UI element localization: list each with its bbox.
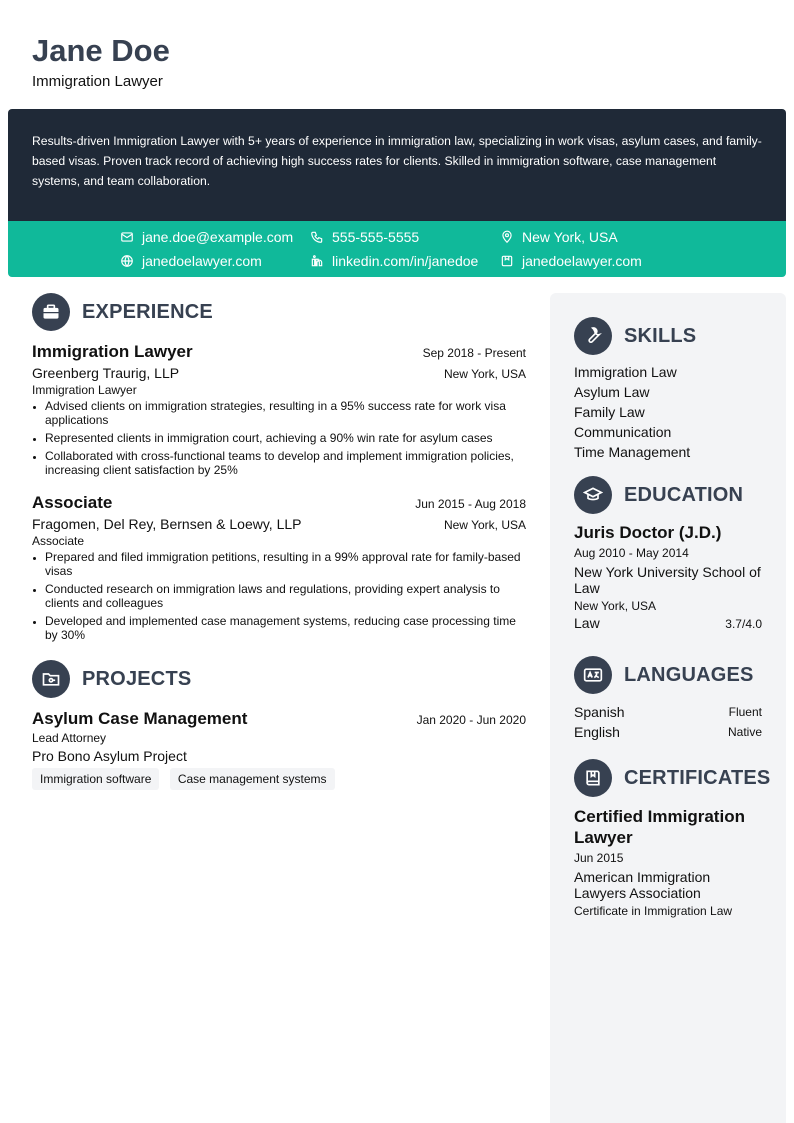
project-role: Lead Attorney: [32, 731, 107, 745]
bullet-item: • Prepared and filed immigration petitions, resulting in a 99% approval rate for family-based visas: [45, 550, 526, 578]
mail-icon: [120, 230, 134, 244]
job-role: Immigration Lawyer: [32, 383, 137, 397]
contact-portfolio[interactable]: [500, 253, 642, 269]
website-text: janedoelawyer.com: [142, 253, 262, 269]
briefcase-icon: [32, 293, 70, 331]
linkedin-text: linkedin.com/in/janedoe: [332, 253, 479, 269]
bullet-item: • Developed and implemented case management systems, reducing case processing time by 30%: [45, 614, 526, 642]
skills-section-header: [574, 317, 762, 355]
languages-heading: LANGUAGES: [624, 663, 754, 686]
projects-heading: PROJECTS: [82, 667, 192, 690]
phone-text: 555-555-5555: [332, 229, 420, 245]
summary-text: Results-driven Immigration Lawyer with 5+ years of experience in immigration law, specializing in work visas, asylum cases, and family-based visas. Proven track record of achieving high success rates for clients. Skilled in immigration software, case management systems, and team collaboration.: [32, 134, 762, 188]
tag-chip: Immigration software: [32, 768, 159, 790]
skill-item: Family Law: [574, 404, 645, 420]
projects-section-header: [32, 660, 526, 698]
contact-website[interactable]: [120, 253, 262, 269]
job-dates: Sep 2018 - Present: [422, 346, 526, 360]
language-level: Native: [727, 725, 762, 739]
field-of-study: Law: [574, 615, 600, 631]
contact-bar: [8, 221, 786, 277]
project-tags: [32, 768, 526, 790]
certificate-name: Certified Immigration Lawyer: [574, 807, 745, 847]
globe-icon: [120, 254, 134, 268]
contact-linkedin[interactable]: [310, 253, 478, 269]
skill-item: Communication: [574, 424, 672, 440]
contact-email[interactable]: [120, 229, 293, 245]
job-bullets: [32, 399, 526, 477]
job-location: New York, USA: [443, 518, 526, 532]
certificates-section: [574, 759, 771, 918]
experience-section-header: [32, 293, 526, 331]
portfolio-text: janedoelawyer.com: [522, 253, 642, 269]
gpa: 3.7/4.0: [725, 617, 762, 631]
school-name: New York University School of Law: [574, 564, 761, 596]
language-name: Spanish: [574, 704, 625, 720]
email-text: jane.doe@example.com: [142, 229, 294, 245]
bullet-item: • Conducted research on immigration laws and regulations, providing expert analysis to clients and colleagues: [45, 582, 526, 610]
contact-location: [500, 229, 618, 245]
linkedin-icon: [310, 254, 324, 268]
skills-section: [574, 317, 762, 462]
certificate-date: Jun 2015: [574, 851, 624, 865]
education-section: [574, 476, 762, 631]
project-title: Asylum Case Management: [32, 709, 248, 728]
translate-icon: [574, 656, 612, 694]
degree: Juris Doctor (J.D.): [574, 523, 722, 542]
education-heading: EDUCATION: [624, 483, 744, 506]
person-name: Jane Doe: [32, 33, 170, 68]
job-entry: [32, 342, 526, 477]
languages-section-header: [574, 656, 762, 694]
bullet-item: • Advised clients on immigration strategies, resulting in a 95% success rate for work visa applications: [45, 399, 526, 427]
job-bullets: [32, 550, 526, 642]
skills-heading: SKILLS: [624, 324, 697, 347]
experience-heading: EXPERIENCE: [82, 300, 213, 323]
company-name: Greenberg Traurig, LLP: [32, 365, 180, 381]
phone-icon: [310, 230, 324, 244]
book-icon: [574, 759, 612, 797]
education-dates: Aug 2010 - May 2014: [574, 546, 689, 560]
job-location: New York, USA: [443, 367, 526, 381]
certificate-detail: Certificate in Immigration Law: [574, 904, 733, 918]
location-text: New York, USA: [522, 229, 618, 245]
language-level: Fluent: [728, 705, 762, 719]
job-dates: Jun 2015 - Aug 2018: [415, 497, 526, 511]
certificates-heading: CERTIFICATES: [624, 766, 771, 789]
summary-panel: [8, 109, 786, 221]
language-row: [574, 722, 762, 742]
skill-item: Time Management: [574, 444, 691, 460]
wrench-icon: [574, 317, 612, 355]
skill-item: Asylum Law: [574, 384, 650, 400]
school-location: New York, USA: [574, 599, 657, 613]
languages-section: [574, 656, 762, 742]
language-name: English: [574, 724, 620, 740]
main-column: [32, 293, 526, 790]
education-section-header: [574, 476, 762, 514]
project-entry: [32, 709, 526, 790]
certificates-section-header: [574, 759, 771, 797]
resume-header: [32, 32, 170, 90]
company-name: Fragomen, Del Rey, Bernsen & Loewy, LLP: [32, 516, 302, 532]
bullet-item: • Collaborated with cross-functional teams to develop and implement immigration policies, increasing client satisfaction by 25%: [45, 449, 526, 477]
sidebar: [550, 293, 786, 1123]
location-pin-icon: [500, 230, 514, 244]
certificate-issuer: American Immigration Lawyers Association: [574, 869, 711, 901]
tag-chip: Case management systems: [170, 768, 335, 790]
job-role: Associate: [32, 534, 85, 548]
language-row: [574, 702, 762, 722]
folder-icon: [32, 660, 70, 698]
portfolio-icon: [500, 254, 514, 268]
contact-phone[interactable]: [310, 229, 419, 245]
job-headline: Immigration Lawyer: [32, 73, 163, 90]
job-title: Immigration Lawyer: [32, 342, 193, 361]
graduation-cap-icon: [574, 476, 612, 514]
bullet-item: • Represented clients in immigration court, achieving a 90% win rate for asylum cases: [45, 431, 526, 445]
skill-item: Immigration Law: [574, 364, 677, 380]
project-dates: Jan 2020 - Jun 2020: [416, 713, 526, 727]
job-entry: [32, 493, 526, 642]
job-title: Associate: [32, 493, 113, 512]
project-org: Pro Bono Asylum Project: [32, 748, 187, 764]
